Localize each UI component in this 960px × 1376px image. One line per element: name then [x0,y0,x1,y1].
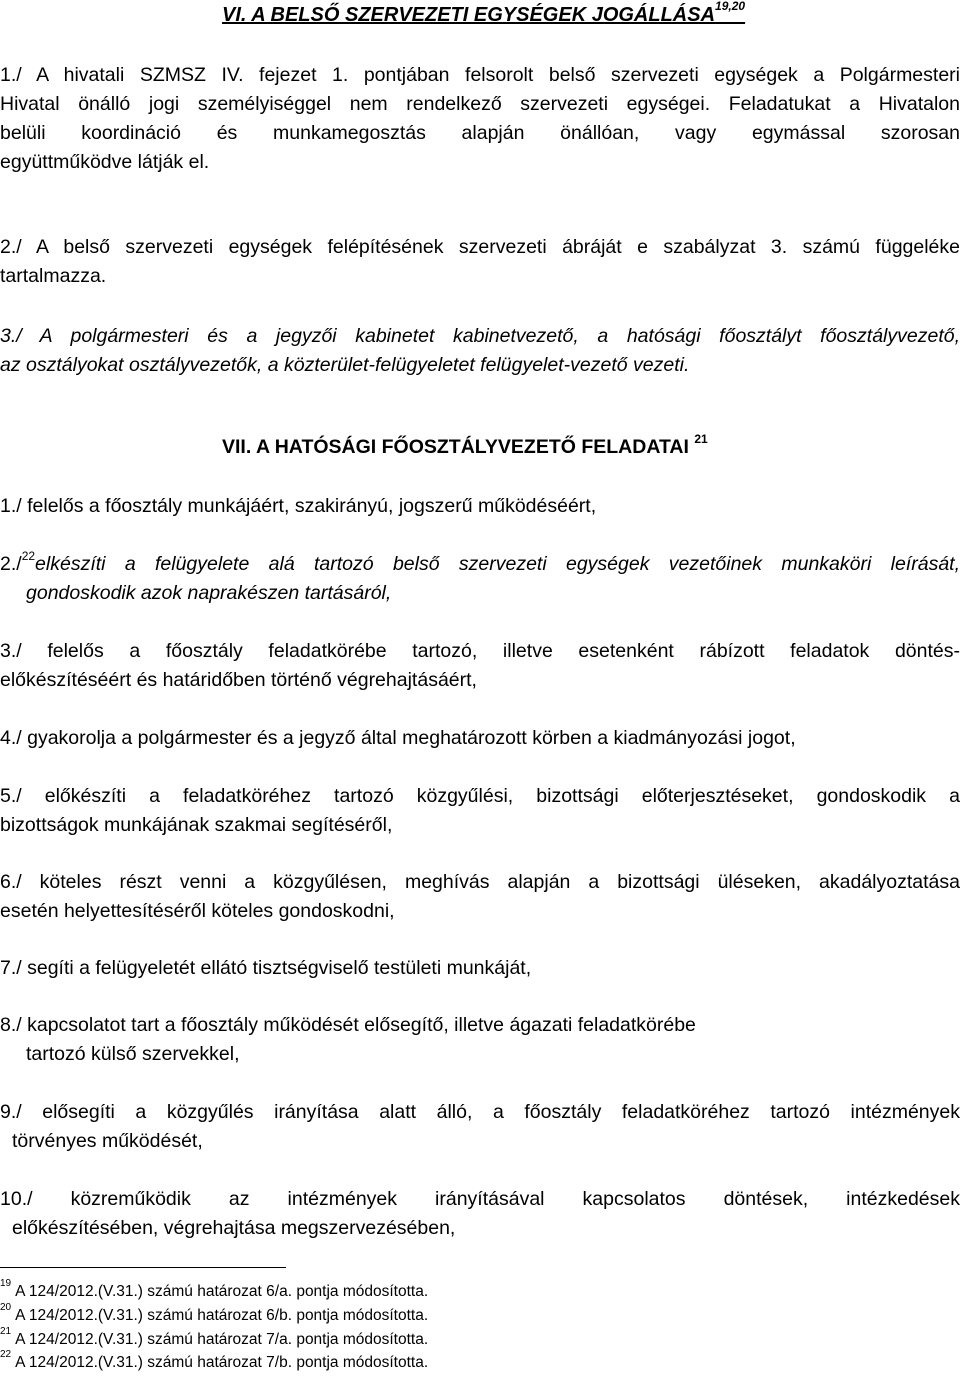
item-footnote-ref: 22 [21,548,36,563]
footnote-text: A 124/2012.(V.31.) számú határozat 6/b. pontja módosította. [15,1307,429,1324]
section-vii-item-7 [0,954,960,983]
footnote-number: 21 [0,1325,12,1337]
section-vii-title-text: VII. A HATÓSÁGI FŐOSZTÁLYVEZETŐ FELADATAI [222,436,689,458]
item-line: 7./ segíti a felügyeletét ellátó tisztségviselő testületi munkáját, [0,957,532,979]
paragraph-line: 1./ A hivatali SZMSZ IV. fejezet 1. pontjában felsorolt belső szervezeti egységek a Polgármesteri [0,64,960,86]
footnote-number: 19 [0,1277,12,1289]
item-line: előkészítéséért és határidőben történő végrehajtásáért, [0,669,477,691]
item-line: 6./ köteles részt venni a közgyűlésen, meghívás alapján a bizottsági üléseken, akadályoztatása [0,871,960,893]
paragraph-line: belüli koordináció és munkamegosztás alapján önállóan, vagy egymással szorosan [0,122,960,144]
section-vii-item-2 [0,550,960,608]
item-line: 3./ felelős a főosztály feladatkörébe tartozó, illetve esetenként rábízott feladatok döntés- [0,640,960,662]
item-line: 1./ felelős a főosztály munkájáért, szakirányú, jogszerű működéséért, [0,495,597,517]
section-vii-item-4 [0,724,960,753]
paragraph-line: Hivatal önálló jogi személyiséggel nem rendelkező szervezeti egységei. Feladatukat a Hivatalon [0,93,960,115]
footnote-text: A 124/2012.(V.31.) számú határozat 6/a. pontja módosította. [15,1283,429,1300]
section-vi-paragraph-2 [0,233,960,291]
section-vii-item-9 [0,1098,960,1156]
section-vi-title-footnote-ref: 19,20 [715,0,746,14]
footnote-text: A 124/2012.(V.31.) számú határozat 7/b. pontja módosította. [15,1354,429,1371]
section-vi-title [222,0,745,30]
item-line: 9./ elősegíti a közgyűlés irányítása alatt álló, a főosztály feladatköréhez tartozó intézmények [0,1101,960,1123]
section-vii-title-footnote-ref: 21 [694,431,708,446]
section-vi-paragraph-3 [0,322,960,380]
item-line: törvényes működését, [12,1130,203,1152]
section-vi-paragraph-1 [0,61,960,177]
item-line: előkészítésében, végrehajtása megszervezésében, [12,1217,456,1239]
footnote [0,1348,960,1374]
item-number: 2./ [0,553,22,575]
footnote-text: A 124/2012.(V.31.) számú határozat 7/a. pontja módosította. [15,1331,429,1348]
item-line: esetén helyettesítéséről köteles gondoskodni, [0,900,395,922]
section-vii-item-1 [0,492,960,521]
item-line: 5./ előkészíti a feladatköréhez tartozó közgyűlési, bizottsági előterjesztéseket, gondoskodik a [0,785,960,807]
item-line: bizottságok munkájának szakmai segítéséről, [0,814,393,836]
footnote-number: 20 [0,1301,12,1313]
section-vii-item-3 [0,637,960,695]
section-vii-item-6 [0,868,960,926]
footnote [0,1325,960,1351]
item-line: 4./ gyakorolja a polgármester és a jegyző által meghatározott körben a kiadmányozási jogot, [0,727,796,749]
item-text: elkészíti a felügyelete alá tartozó belső szervezeti egységek vezetőinek munkaköri leírását, [35,553,960,575]
footnote-separator [0,1267,286,1268]
item-line: tartozó külső szervekkel, [26,1043,240,1065]
footnote [0,1277,960,1303]
item-line: 10./ közreműködik az intézmények irányításával kapcsolatos döntések, intézkedések [0,1188,960,1210]
footnote [0,1301,960,1327]
paragraph-line: tartalmazza. [0,265,107,287]
paragraph-line: az osztályokat osztályvezetők, a közterület-felügyeletet felügyelet-vezető vezeti. [0,354,690,376]
section-vii-item-5 [0,782,960,840]
section-vii-title [222,432,708,462]
paragraph-line: 2./ A belső szervezeti egységek felépítésének szervezeti ábráját e szabályzat 3. számú függeléke [0,236,960,258]
section-vii-item-8 [0,1011,960,1069]
paragraph-line: együttműködve látják el. [0,151,210,173]
paragraph-line: 3./ A polgármesteri és a jegyzői kabinetet kabinetvezető, a hatósági főosztályt főosztályvezető, [0,325,960,347]
footnote-number: 22 [0,1348,12,1360]
section-vii-item-10 [0,1185,960,1243]
item-line [0,550,960,579]
item-line: gondoskodik azok naprakészen tartásáról, [26,582,392,604]
item-line: 8./ kapcsolatot tart a főosztály működését elősegítő, illetve ágazati feladatkörébe [0,1014,696,1036]
section-vi-title-text: VI. A BELSŐ SZERVEZETI EGYSÉGEK JOGÁLLÁSA [222,4,716,26]
